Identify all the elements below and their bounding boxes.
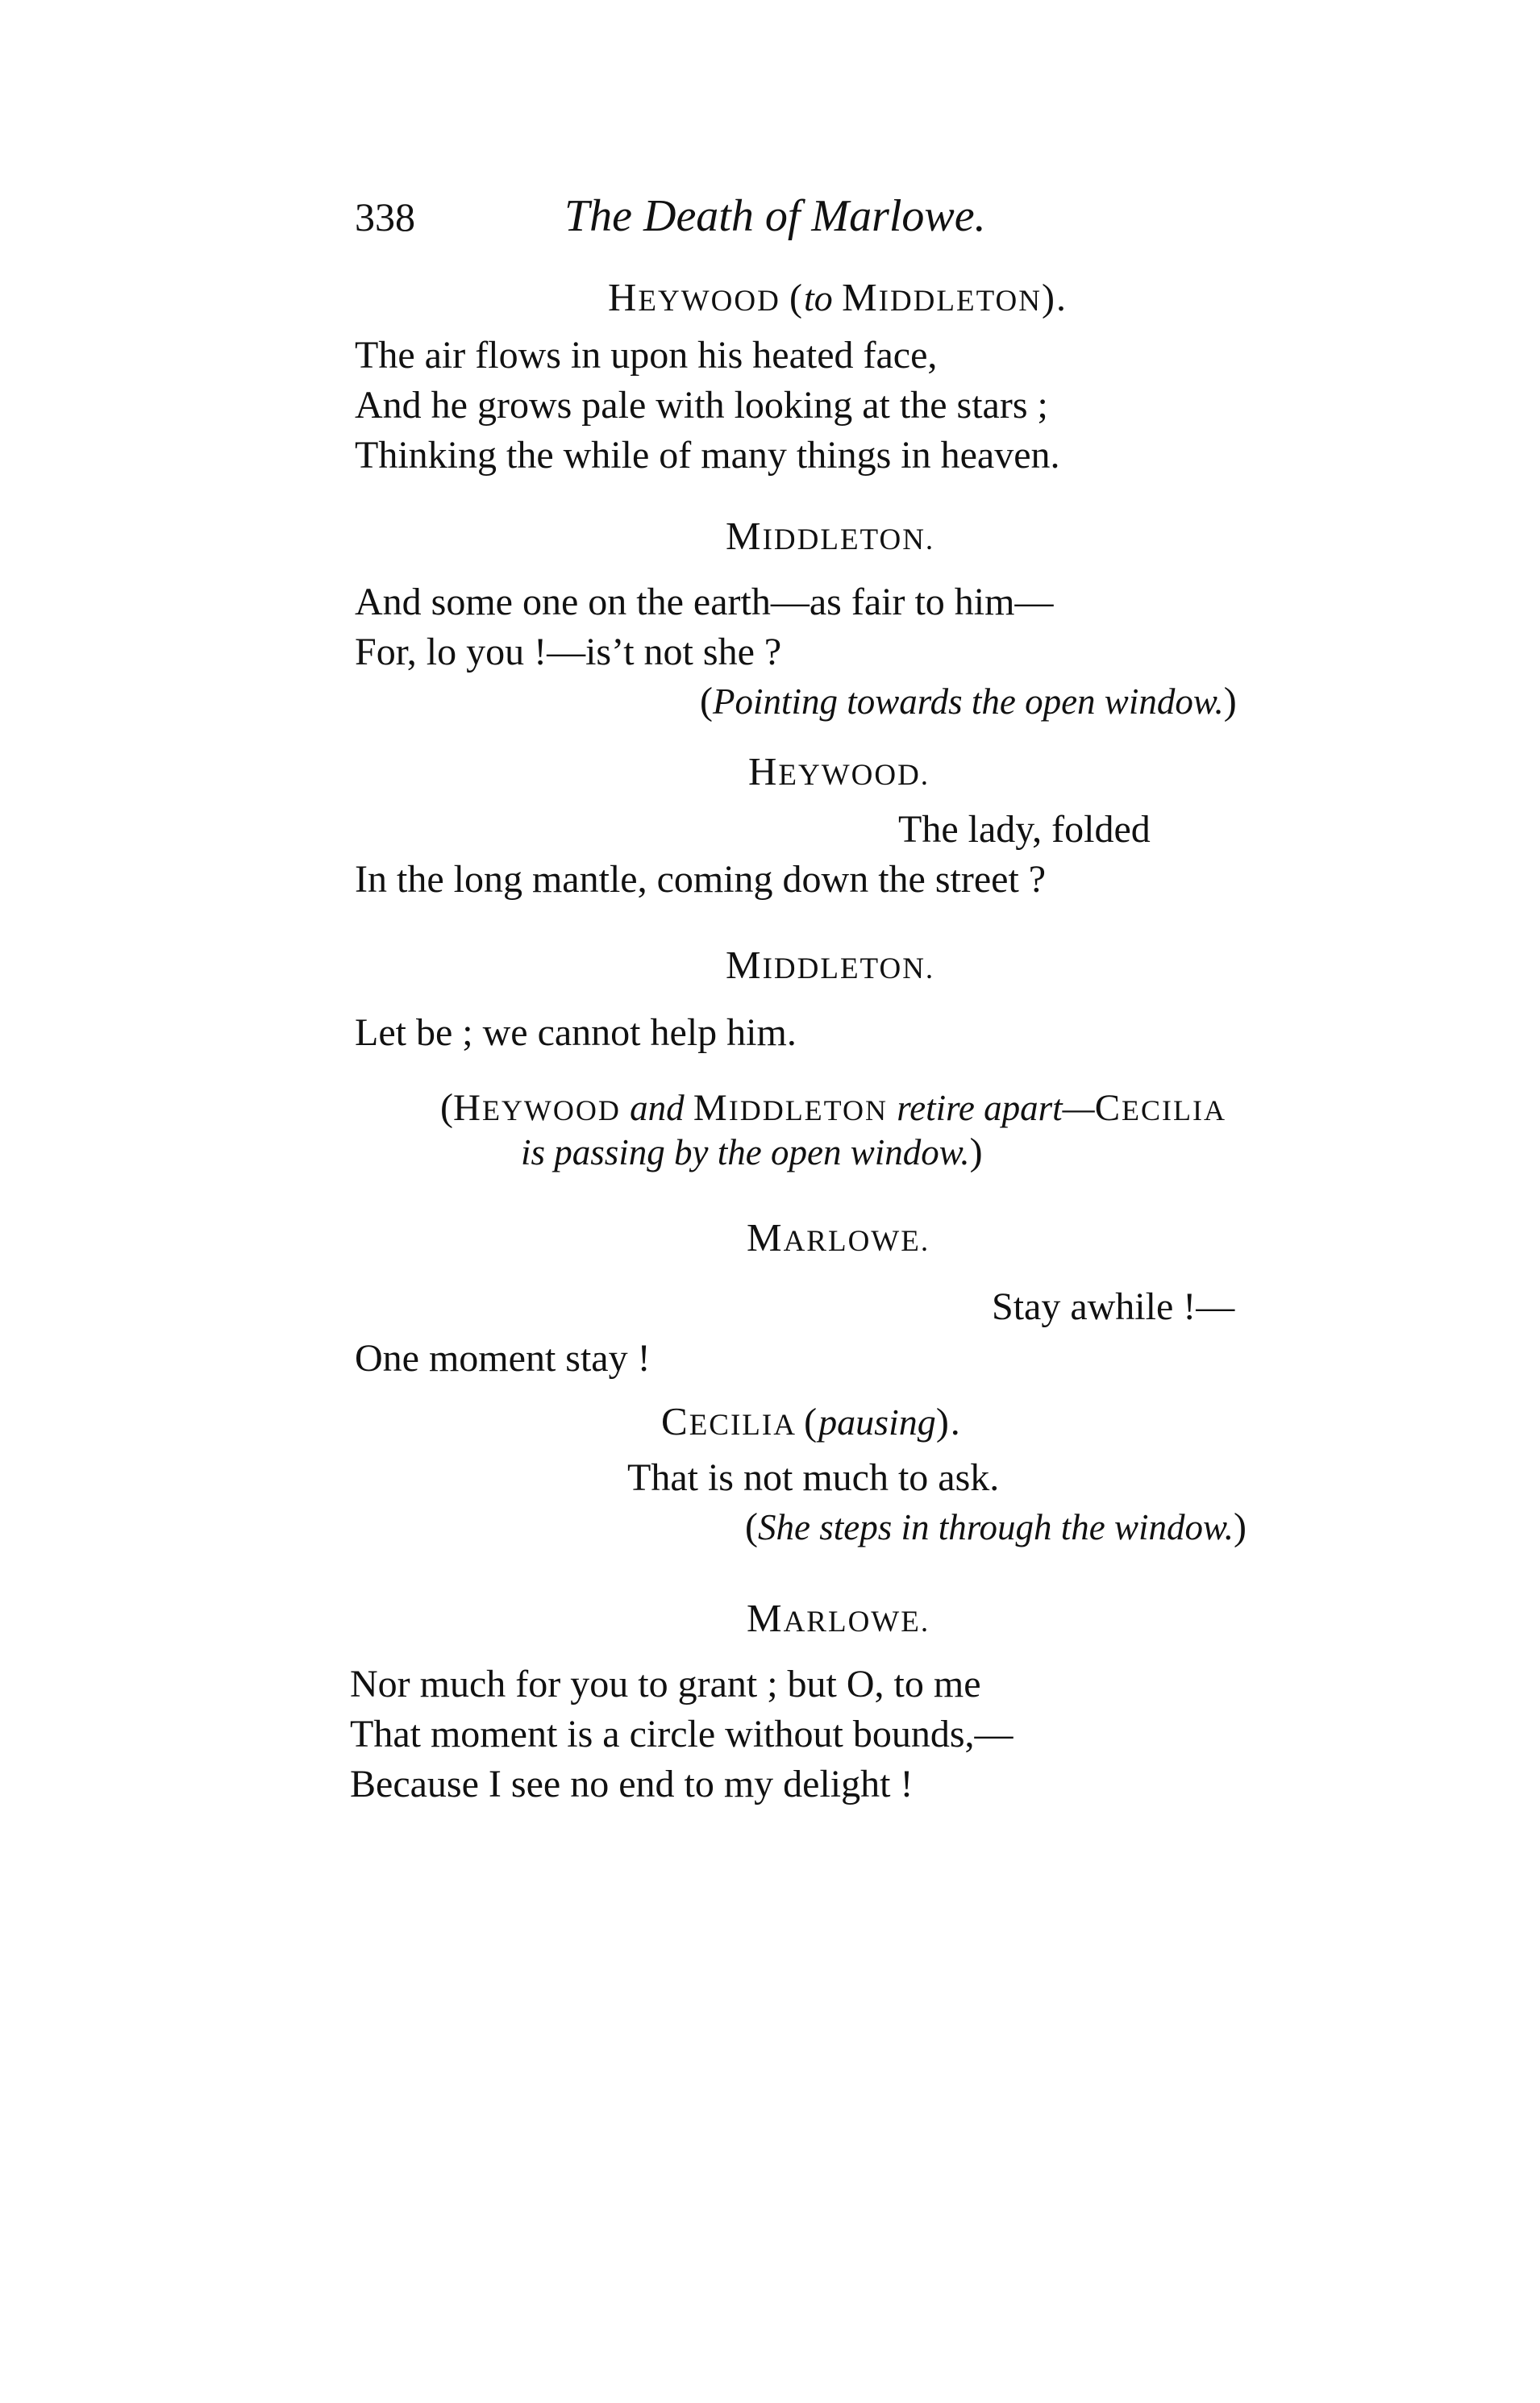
speaker-middleton: MIDDLETON. xyxy=(726,514,935,558)
page-number: 338 xyxy=(355,194,415,239)
verse-heywood-2a: The lady, folded xyxy=(898,808,1151,851)
verse-line: Because I see no end to my delight ! xyxy=(350,1763,914,1805)
verse-marlowe-1b: One moment stay ! xyxy=(355,1337,651,1380)
verse-line: Nor much for you to grant ; but O, to me xyxy=(350,1663,981,1705)
speaker-cecilia-pausing: CECILIA (pausing). xyxy=(661,1399,962,1443)
running-title: The Death of Marlowe. xyxy=(564,191,986,241)
speaker-heywood-to-middleton: HEYWOOD (to MIDDLETON). xyxy=(608,275,1068,319)
verse-middleton-2: Let be ; we cannot help him. xyxy=(355,1011,797,1054)
verse-cecilia-1: That is not much to ask. xyxy=(627,1456,1000,1499)
verse-line: And some one on the earth—as fair to him— xyxy=(355,581,1054,623)
verse-line: And he grows pale with looking at the stars ; xyxy=(355,384,1048,427)
verse-heywood-2b: In the long mantle, coming down the street ? xyxy=(355,858,1047,901)
speaker-marlowe: MARLOWE. xyxy=(747,1215,930,1260)
verse-line: For, lo you !—is’t not she ? xyxy=(355,631,782,673)
verse-heywood-1 xyxy=(355,331,1060,481)
verse-middleton-1 xyxy=(355,577,1053,677)
stage-direction-pointing: (Pointing towards the open window.) xyxy=(700,680,1237,723)
verse-line: The air flows in upon his heated face, xyxy=(355,334,938,377)
verse-marlowe-1a: Stay awhile !— xyxy=(992,1285,1235,1328)
stage-direction-retire: (HEYWOOD and MIDDLETON retire apart—CECILIA is passing by the open window.) xyxy=(440,1086,1227,1173)
verse-line: That moment is a circle without bounds,— xyxy=(350,1713,1013,1755)
speaker-middleton: MIDDLETON. xyxy=(726,943,935,987)
verse-line: Thinking the while of many things in heaven. xyxy=(355,434,1060,477)
speaker-heywood: HEYWOOD. xyxy=(748,749,930,793)
speaker-marlowe: MARLOWE. xyxy=(747,1596,930,1640)
stage-direction-steps-in: (She steps in through the window.) xyxy=(745,1506,1247,1548)
verse-marlowe-2 xyxy=(350,1660,1013,1810)
